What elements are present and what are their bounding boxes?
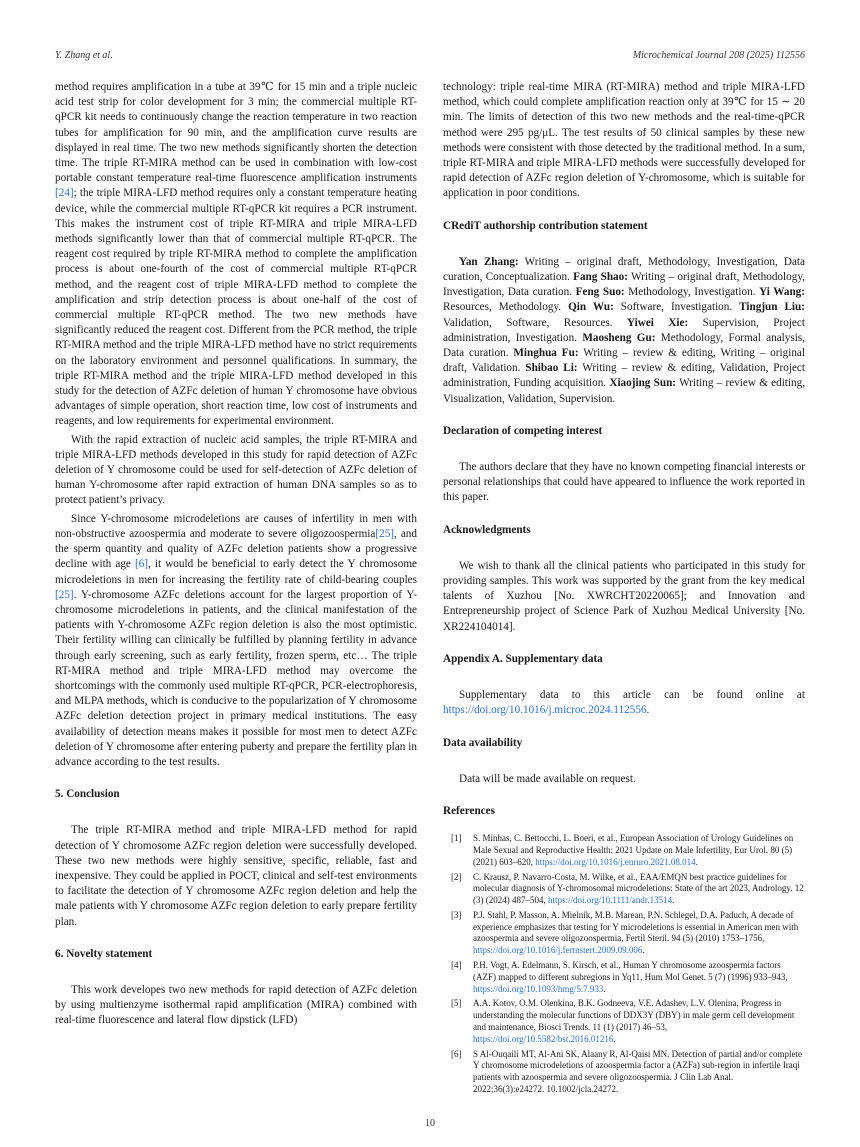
reference-text: P.J. Stahl, P. Masson, A. Mielnik, M.B. Marean, P.N. Schlegel, D.A. Paduch, A decade of experience emphasizes that testing for Y microdeletions is essential in American men with azoospermia and severe oligozoospermia, Fertil Steril. 94 (5) (2010) 1753–1756, [473,909,799,944]
reference-number: [2] [451,871,462,882]
author-name: Yi Wang: [759,286,805,299]
reference-list [443,833,805,1096]
paragraph-novelty: This work developes two new methods for rapid detection of AZFc deletion by using multienzyme isothermal rapid amplification (MIRA) combined with real-time fluorescence and lateral flow dipstick (LFD) [55,983,417,1027]
text-run: ; the triple MIRA-LFD method requires only a constant temperature heating device, while the commercial multiple RT-qPCR kit requires a PCR instrument. This makes the instrument cost of triple RT-MIRA and triple MIRA-LFD methods significantly lower than that of commercial multiple RT-qPCR. The reagent cost required by triple RT-MIRA method to complete the amplification process is about one-fourth of the cost of commercial multiple RT-qPCR method, and the reagent cost of triple MIRA-LFD method to complete the amplification and strip detection process is about one-half of the cost of commercial multiple RT-qPCR method. The two new methods have significantly reduced the reagent cost. Different from the PCR method, the triple RT-MIRA method and the triple MIRA-LFD method have no strict requirements on the laboratory environment and personnel qualifications. In summary, the triple RT-MIRA method and the triple MIRA-LFD method developed in this study for the detection of AZFc deletion of human Y chromosome have obvious advantages of simple operation, short reaction time, low cost of instruments and reagents, and low requirements for experimental environment. [55,187,417,428]
right-column [443,80,805,1099]
reference-text: S. Minhas, C. Bettocchi, L. Boeri, et al., European Association of Urology Guidelines on Male Sexual and Reproductive Health: 2021 Update on Male Infertility, Eur Urol. 80 (5) (2021) 603–620, [473,833,794,867]
header-authors: Y. Zhang et al. [55,50,113,61]
author-roles: Writing – review & editing, Writing – original draft, Validation. [443,347,805,375]
paragraph-self-detection: With the rapid extraction of nucleic acid samples, the triple RT-MIRA and triple MIRA-LFD methods developed in this study for rapid detection of AZFc deletion of Y chromosome could be used for self-detection of AZFc deletion of human Y-chromosome after rapid extraction of human DNA samples so as to protect patient’s privacy. [55,433,417,507]
author-name: Minghua Fu: [513,347,579,360]
text-run: , it would be beneficial to early detect the Y chromosome microdeletions in men for increasing the fertility rate of child-bearing couples [55,558,417,586]
citation-link[interactable]: [25] [375,527,395,540]
author-roles: Supervision, Project administration, Investigation. [443,316,805,344]
author-name: Tingjun Liu: [739,301,805,314]
reference-number: [6] [451,1048,462,1059]
paragraph-microdeletions [55,512,417,770]
author-name: Yan Zhang: [459,255,519,268]
reference-text: C. Krausz, P. Navarro-Costa, M. Wilke, et al., EAA/EMQN best practice guidelines for molecular diagnosis of Y-chromosomal microdeletions: State of the art 2023, Andrology. 12 (3) (2024) 487–504, [473,871,804,906]
text-run: Supplementary data to this article can be found online at [459,689,805,702]
reference-number: [1] [451,833,462,844]
supplementary-doi-link[interactable]: https://doi.org/10.1016/j.microc.2024.112556 [443,704,647,717]
section-heading-novelty: 6. Novelty statement [55,947,153,960]
text-run: , and the sperm quantity and quality of AZFc deletion patients show a progressive decline with age [55,527,417,571]
header-journal: Microchemical Journal 208 (2025) 112556 [632,50,805,61]
section-heading-competing-interest: Declaration of competing interest [443,424,603,437]
reference-item [443,960,805,995]
section-heading-data-availability: Data availability [443,736,523,749]
paragraph-cost-comparison [55,80,417,430]
section-heading-conclusion: 5. Conclusion [55,788,120,801]
reference-doi-link[interactable]: https://doi.org/10.1016/j.fertnstert.2009.09.006 [473,945,643,956]
author-roles: Writing – original draft, Methodology, Investigation, Data curation. [443,271,805,299]
section-heading-acknowledgments: Acknowledgments [443,523,531,536]
author-roles: Validation, Software, Resources. [443,316,627,329]
reference-doi-link[interactable]: https://doi.org/10.1016/j.eururo.2021.08.014 [535,856,696,867]
author-name: Feng Suo: [575,286,625,299]
reference-doi-link[interactable]: https://doi.org/10.1093/hmg/5.7.933 [473,983,604,994]
running-header [55,50,805,64]
citation-link[interactable]: [25] [55,588,74,601]
text-run: . [642,945,645,956]
text-run: Since Y-chromosome microdeletions are causes of infertility in men with non-obstructive azoospermia and moderate to severe oligozoospermia [55,512,417,540]
reference-item [443,872,805,907]
reference-text: A.A. Kotov, O.M. Olenkina, B.K. Godneeva, V.E. Adashev, L.V. Olenina, Progress in understanding the molecular functions of DDX3Y (DBY) in male germ cell development and maintenance, Biosci Trends. 11 (1) (2017) 46–53, [473,998,795,1033]
author-roles: Methodology, Formal analysis, Data curation. [443,331,805,360]
author-name: Fang Shao: [573,271,628,284]
reference-item [443,910,805,957]
reference-item [443,998,805,1045]
text-run: . [613,1033,616,1044]
reference-number: [4] [451,960,462,971]
author-name: Yiwei Xie: [626,316,689,329]
text-run: . Y-chromosome AZFc deletions account for the largest proportion of Y-chromosome microdeletions in patients, and the clinical manifestation of the patients with Y-chromosome AZFc region deletion is also the most optimistic. Their fertility willing can clinically be fulfilled by planning fertility in advance through early screening, such as early fertility, frozen sperm, etc… The triple RT-MIRA method and triple MIRA-LFD method may overcome the shortcomings with the commonly used multiple RT-qPCR, PCR-electrophoresis, and MLPA methods, which is conducive to the popularization of Y chromosome AZFc deletion detection project in primary medical institutions. The easy availability of detection means makes it possible for most men to detect AZFc deletion of Y chromosome after entering puberty and prepare the fertility plan in advance according to the test results. [55,588,417,768]
reference-text: P.H. Vogt, A. Edelmann, S. Kirsch, et al., Human Y chromosome azoospermia factors (AZF) mapped to different subregions in Yq11, Hum Mol Genet. 5 (7) (1996) 933–943, [473,960,788,982]
page-number: 10 [425,1118,435,1129]
author-roles: Methodology, Investigation. [624,286,760,299]
paragraph-credit [443,255,805,407]
citation-link[interactable]: [24] [55,187,74,200]
author-roles: Software, Investigation. [613,301,740,314]
section-heading-appendix: Appendix A. Supplementary data [443,652,603,665]
text-run: . [603,983,606,994]
paragraph-novelty-continued: technology: triple real-time MIRA (RT-MIRA) method and triple MIRA-LFD method, which could complete amplification reaction only at 39℃ for 15 ∼ 20 min. The limits of detection of this two new methods and the real-time-qPCR method were 295 pg/μL. The test results of 50 clinical samples by these new methods were consistent with those detected by the traditional method. In a sum, triple RT-MIRA and triple MIRA-LFD methods were successfully developed for rapid detection of AZFc region deletion of Y-chromosome, which is suitable for application in poor conditions. [443,81,805,200]
reference-doi-link[interactable]: https://doi.org/10.1111/andr.13514 [548,895,673,906]
text-run: . [695,856,698,867]
author-roles: Writing – original draft, Methodology, Investigation, Data curation, Conceptualization. [443,255,805,284]
reference-item [443,833,805,868]
text-run: . [646,704,650,717]
citation-link[interactable]: [6] [134,558,149,571]
reference-doi-link[interactable]: https://doi.org/10.5582/bst.2016.01216 [473,1033,614,1044]
author-roles: Writing – review & editing, Validation, Project administration, Funding acquisition. [443,362,805,390]
author-name: Xiaojing Sun: [609,377,677,390]
author-name: Maosheng Gu: [582,331,656,344]
author-name: Qin Wu: [568,301,614,314]
paragraph-data-availability: Data will be made available on request. [459,772,636,785]
paragraph-competing-interest: The authors declare that they have no known competing financial interests or personal relationships that could have appeared to influence the work reported in this paper. [443,461,805,504]
section-heading-credit: CRediT authorship contribution statement [443,219,648,232]
paragraph-appendix [443,688,805,718]
text-run: method requires amplification in a tube at 39℃ for 15 min and a triple nucleic acid test strip for color development for 3 min; the commercial multiple RT-qPCR kit needs to continuously change the reaction temperature in two reaction tubes for amplification for 90 min, and the amplification curve results are displayed in real time. The two new methods significantly shorten the detection time. The triple RT-MIRA method can be used in combination with low-cost portable constant temperature real-time fluorescence amplification instruments [55,81,417,185]
author-name: Shibao Li: [525,362,578,375]
text-run: . [672,895,675,906]
section-heading-references: References [443,804,495,817]
reference-number: [3] [451,909,462,920]
left-column [55,80,417,1029]
paragraph-conclusion: The triple RT-MIRA method and triple MIRA-LFD method for rapid detection of Y chromosome AZFc region deletion were successfully developed. These two new methods were highly sensitive, specific, reliable, fast and inexpensive. They could be applied in POCT, clinical and self-test environments to facilitate the detection of Y chromosome AZFc region deletion and help the male patients with Y chromosome AZFc region deletion to early prepare fertility plan. [55,824,417,928]
author-roles: Writing – review & editing, Visualization, Validation, Supervision. [443,377,806,405]
reference-number: [5] [451,998,462,1009]
author-roles: Resources, Methodology. [443,301,569,314]
reference-item [443,1049,805,1096]
reference-text: S Al-Ouqaili MT, Al-Ani SK, Alaany R, Al-Qaisi MN. Detection of partial and/or complete Y chromosome microdeletions of azoospermia factor a (AZFa) sub-region in infertile Iraqi patients with azoospermia and severe oligozoospermia. J Clin Lab Anal. 2022;36(3):e24272. 10.1002/jcla.24272. [473,1048,803,1095]
paragraph-acknowledgments: We wish to thank all the clinical patients who participated in this study for providing samples. This work was supported by the grant from the key medical talents of Xuzhou [No. XWRCHT20220065]; and Innovation and Entrepreneurship project of Science Park of Xuzhou Medical University [No. XR224104014]. [443,559,805,633]
